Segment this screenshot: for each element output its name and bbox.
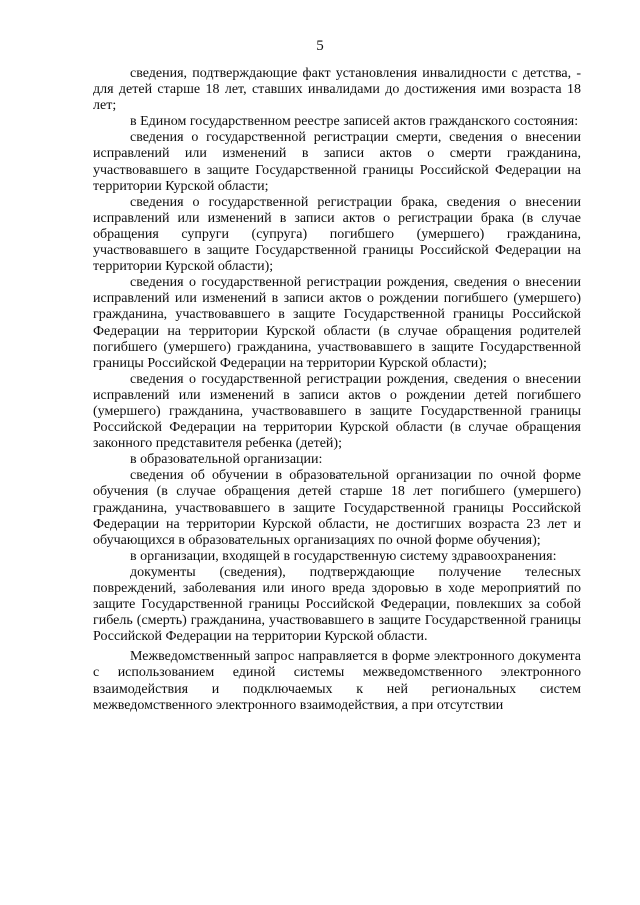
- paragraph-healthcare-org-heading: в организации, входящей в государственную систему здравоохранения:: [130, 548, 557, 564]
- paragraph-death-registration: сведения о государственной регистрации смерти, сведения о внесении исправлений или изменений в записи актов о смерти гражданина, участвовавшего в защите Государственной границы Российской Федерации на территории Курской области;: [93, 130, 581, 194]
- paragraph-birth-registration-children: сведения о государственной регистрации рождения, сведения о внесении исправлений или изменений в записи актов о рождении детей погибшего (умершего) гражданина, участвовавшего в защите Государственной границы Российской Федерации на территории Курской области (в случае обращения законного представителя ребенка (детей);: [93, 371, 581, 452]
- paragraph-disability-info: сведения, подтверждающие факт установления инвалидности с детства, - для детей старше 18 лет, ставших инвалидами до достижения ими возраста 18 лет;: [93, 66, 581, 114]
- paragraph-educational-org-heading: в образовательной организации:: [130, 452, 323, 468]
- paragraph-interagency-request: Межведомственный запрос направляется в форме электронного документа с использованием единой системы межведомственного электронного взаимодействия и подключаемых к ней региональных систем межведомственного электронного взаимодействия, а при отсутствии: [93, 649, 581, 713]
- paragraph-civil-registry-heading: в Едином государственном реестре записей актов гражданского состояния:: [130, 114, 579, 130]
- paragraph-education-info: сведения об обучении в образовательной организации по очной форме обучения (в случае обращения детей старше 18 лет погибшего (умершего) гражданина, участвовавшего в защите Государственной границы Российской Федерации на территории Курской области, не достигших возраста 23 лет и обучающихся в образовательных организациях по очной форме обучения);: [93, 468, 581, 548]
- paragraph-injury-documents: документы (сведения), подтверждающие получение телесных повреждений, заболевания или иного вреда здоровью в ходе мероприятий по защите Государственной границы Российской Федерации, повлекших за собой гибель (смерть) гражданина, участвовавшего в защите Государственной границы Российской Федерации на территории Курской области.: [93, 564, 581, 645]
- paragraph-marriage-registration: сведения о государственной регистрации брака, сведения о внесении исправлений или изменений в записи актов о регистрации брака (в случае обращения супруги (супруга) погибшего (умершего) гражданина, участвовавшего в защите Государственной границы Российской Федерации на территории Курской области);: [93, 194, 581, 275]
- document-body: [93, 66, 581, 714]
- page-number: 5: [316, 38, 324, 54]
- paragraph-birth-registration-deceased: сведения о государственной регистрации рождения, сведения о внесении исправлений или изменений в записи актов о рождении погибшего (умершего) гражданина, участвовавшего в защите Государственной границы Российской Федерации на территории Курской области (в случае обращения родителей погибшего (умершего) гражданина, участвовавшего в защите Государственной границы Российской Федерации на территории Курской области);: [93, 275, 581, 371]
